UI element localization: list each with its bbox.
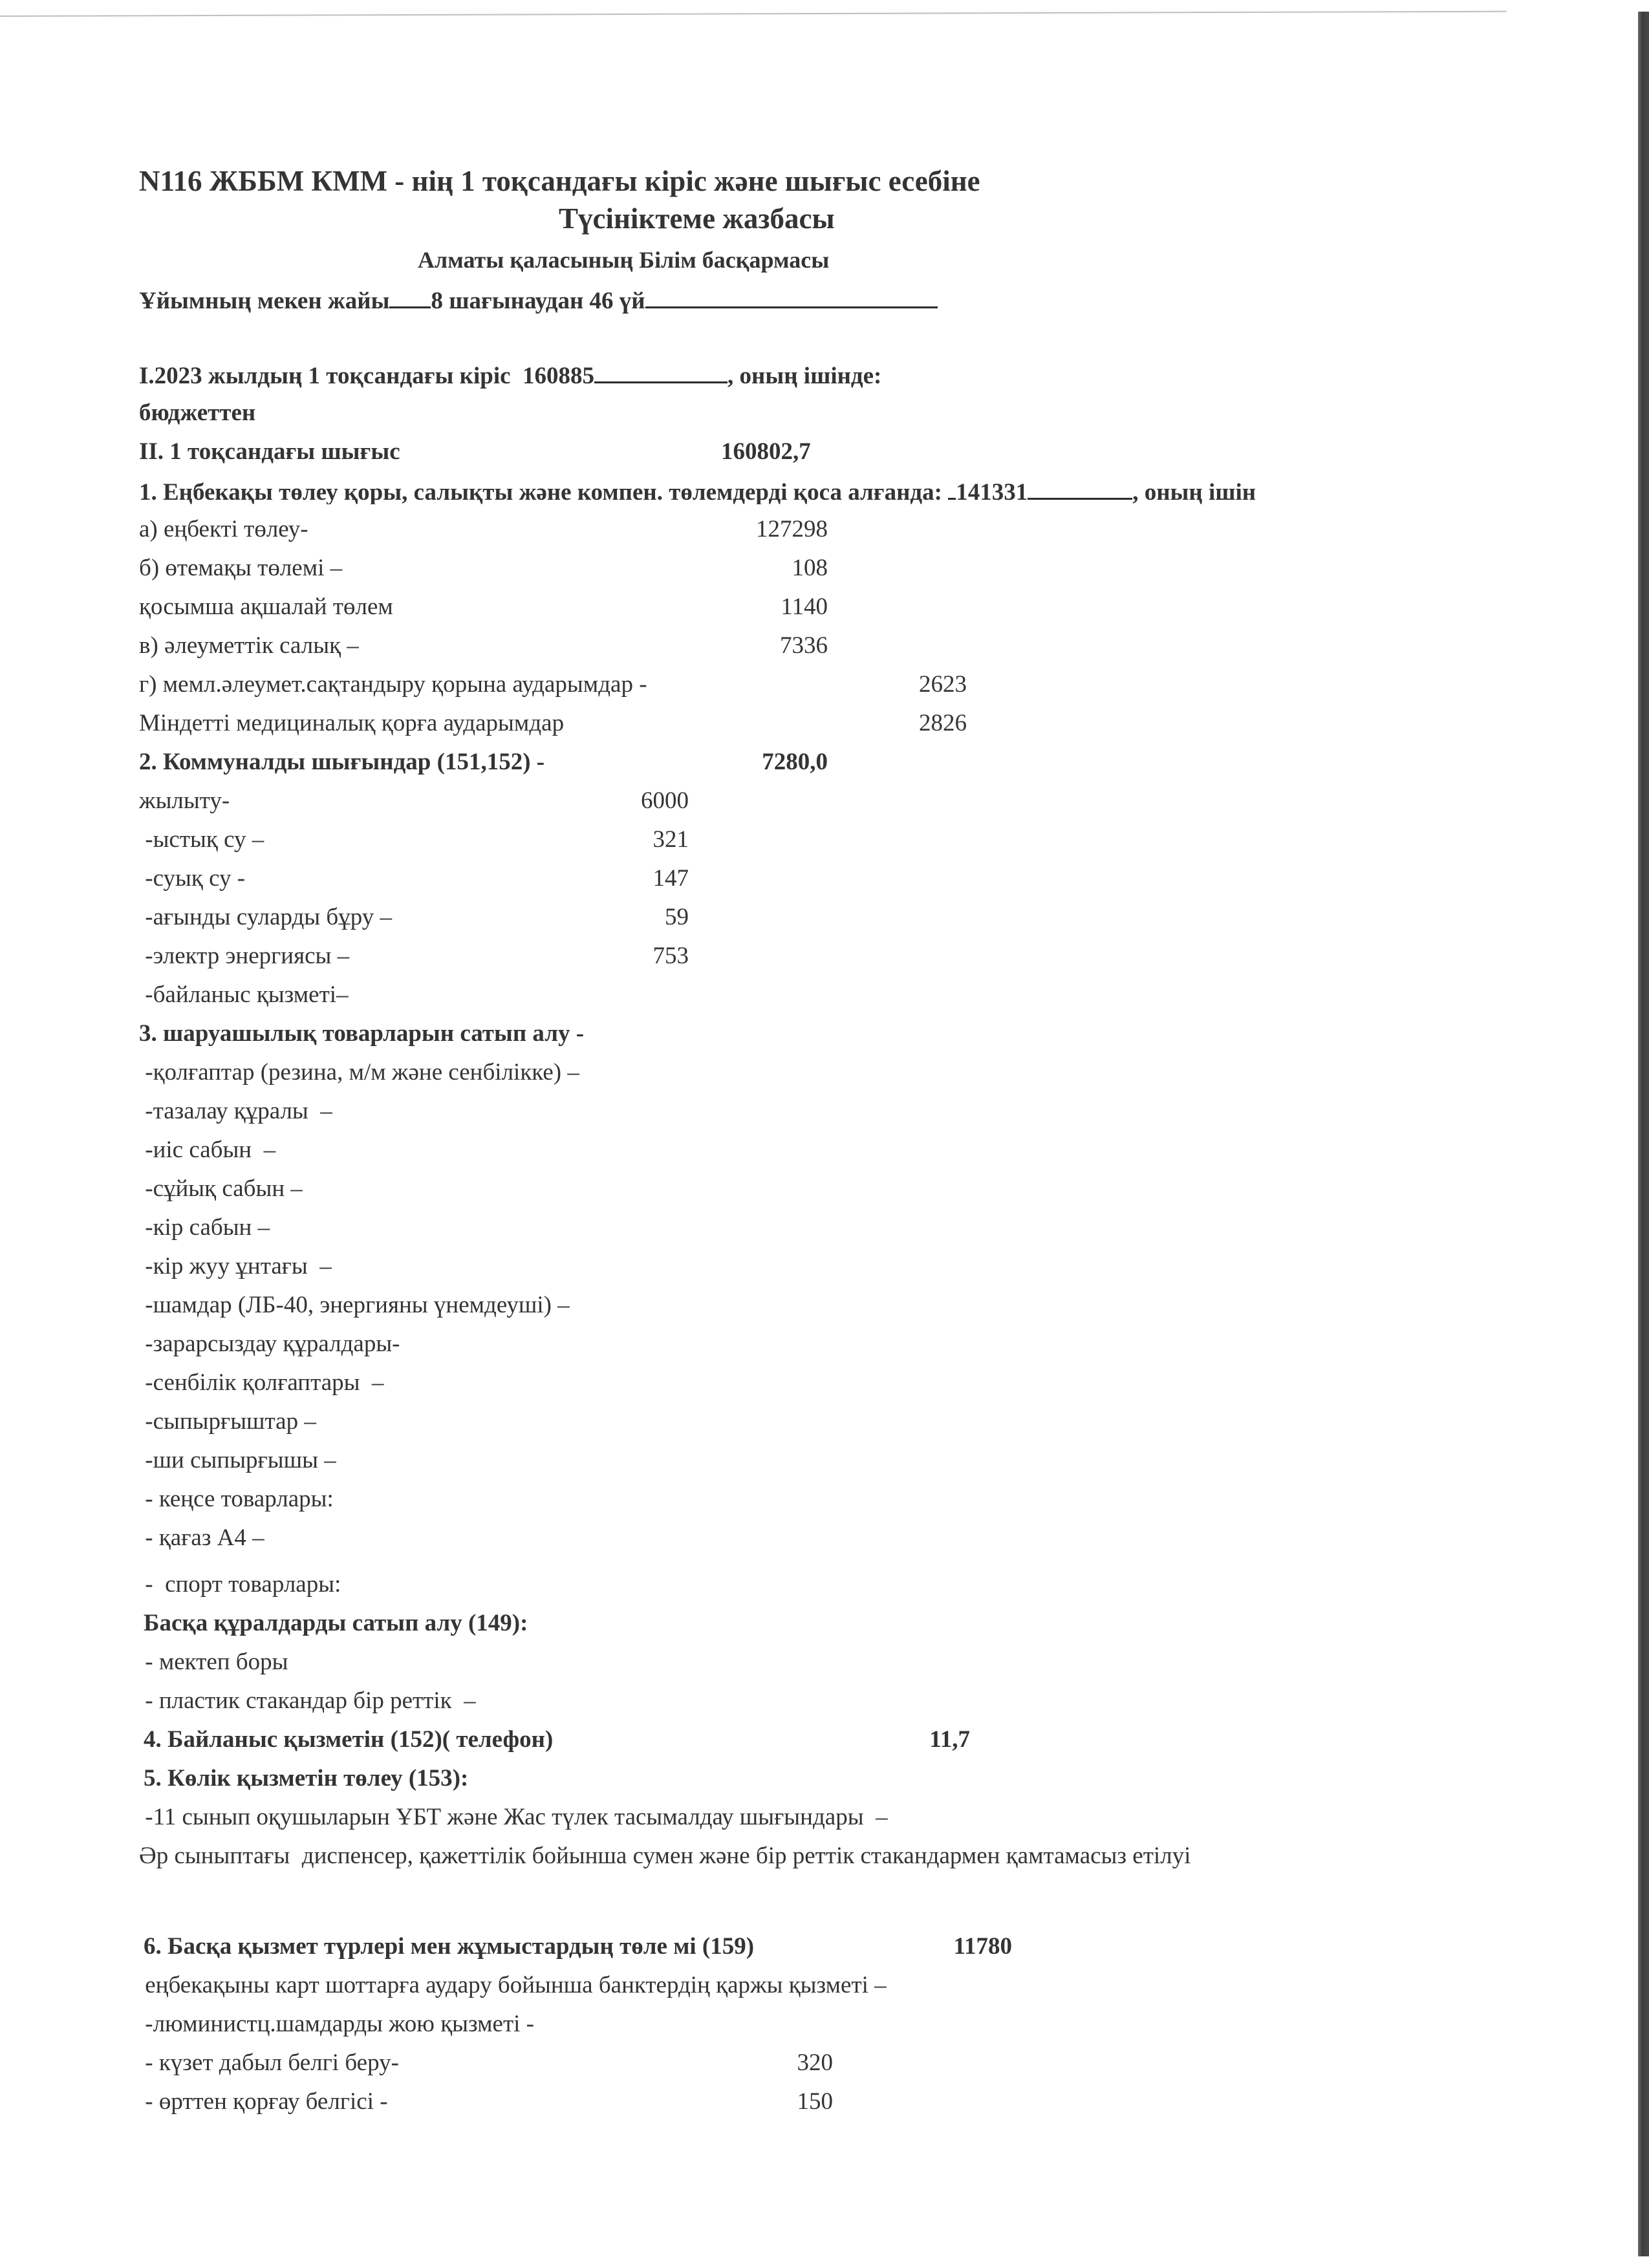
section1-suffix: , оның ішін: [1132, 479, 1256, 504]
section1-item-value: 7336: [780, 632, 828, 659]
section6-heading: 6. Басқа қызмет түрлері мен жұмыстардың төле мі (159): [144, 1933, 755, 1960]
underline: [948, 478, 956, 500]
section4-heading: 4. Байланыс қызметін (152)( телефон): [144, 1726, 554, 1753]
section3-item: -кір жуу ұнтағы –: [139, 1253, 332, 1279]
section6-item-label: - өрттен қорғау белгісі -: [139, 2088, 388, 2115]
section3-item: -сенбілік қолғаптары –: [139, 1369, 384, 1396]
section6-item-label: еңбекақыны карт шоттарға аудару бойынша банктердің қаржы қызметі –: [139, 1972, 887, 1998]
section1-heading-line: [139, 478, 1387, 504]
section2-item-label: -ыстық су –: [139, 826, 264, 853]
underline: [594, 362, 727, 383]
section6-item-value: 320: [797, 2049, 833, 2076]
section3-item: -сыпырғыштар –: [139, 1408, 316, 1435]
section6-item-label: -люминистц.шамдарды жою қызметі -: [139, 2011, 534, 2037]
section1-item-value: 108: [792, 555, 828, 581]
income-value: 160885: [523, 363, 595, 389]
section2-item-value: 147: [652, 865, 689, 892]
section2-item-value: 59: [665, 904, 689, 930]
section1-item-label: г) мемл.әлеумет.сақтандыру қорына аударымдар -: [139, 671, 647, 698]
section6-item-value: 150: [797, 2088, 833, 2115]
section1-heading: 1. Еңбекақы төлеу қоры, салықты және компен. төлемдерді қоса алғанда:: [139, 479, 942, 504]
section6-item-label: - күзет дабыл белгі беру-: [139, 2049, 399, 2076]
section3-heading: 3. шаруашылық товарларын сатып алу -: [139, 1020, 585, 1047]
section3-item: - спорт товарлары:: [139, 1571, 341, 1598]
section3-item: -иіс сабын –: [139, 1137, 276, 1163]
document-title: N116 ЖББМ КММ - нің 1 тоқсандағы кіріс және шығыс есебіне: [139, 165, 980, 197]
section3-item: -қолғаптар (резина, м/м және сенбілікке) –: [139, 1059, 579, 1086]
address-label: Ұйымның мекен жайы: [139, 288, 390, 314]
section3-item: -кір сабын –: [139, 1214, 270, 1241]
section1-item-label: қосымша ақшалай төлем: [139, 594, 393, 620]
scan-edge-border: [1638, 12, 1649, 2256]
section3-item: -сұйық сабын –: [139, 1175, 303, 1202]
section2-item-label: -байланыс қызметі–: [139, 981, 349, 1008]
section1-item-value: 127298: [756, 516, 828, 542]
section2-item-label: жылыту-: [139, 787, 230, 814]
section3-item: - қағаз А4 –: [139, 1524, 264, 1551]
section2-item-label: -электр энергиясы –: [139, 943, 350, 969]
section2-item-label: -суық су -: [139, 865, 246, 892]
income-source: бюджеттен: [139, 400, 256, 426]
address-value: 8 шағынаудан 46 үй: [431, 288, 645, 314]
income-line: [139, 362, 881, 388]
section2-value: 7280,0: [762, 749, 828, 775]
other-purchases-heading: Басқа құралдарды сатып алу (149):: [144, 1610, 528, 1636]
section2-heading: 2. Коммуналды шығындар (151,152) -: [139, 749, 545, 775]
scan-edge-line: [0, 11, 1507, 17]
section5-item: Әр сыныптағы диспенсер, қажеттілік бойынша сумен және бір реттік стакандармен қамтамасыз етілуі: [139, 1843, 1191, 1869]
section6-value: 11780: [953, 1933, 1012, 1960]
organization-name: Алматы қаласының Білім басқармасы: [418, 247, 830, 273]
section5-heading: 5. Көлік қызметін төлеу (153):: [144, 1765, 469, 1792]
underline: [1028, 478, 1132, 500]
section3-item: -зарарсыздау құралдары-: [139, 1331, 400, 1357]
address-line: [139, 287, 938, 313]
section3-item: -тазалау құралы –: [139, 1098, 332, 1124]
section5-item: -11 сынып оқушыларын ҰБТ және Жас түлек тасымалдау шығындары –: [139, 1804, 888, 1830]
income-label: I.2023 жылдың 1 тоқсандағы кіріс: [139, 363, 511, 389]
section1-value: 141331: [956, 479, 1028, 504]
section1-item-value: 1140: [781, 594, 828, 620]
section3-item: - кеңсе товарлары:: [139, 1486, 334, 1512]
document-subtitle: Түсініктеме жазбасы: [559, 202, 835, 235]
underline: [389, 287, 431, 308]
section1-item-label: Міндетті медициналық қорға аударымдар: [139, 710, 565, 736]
underline: [645, 287, 938, 308]
section1-item-value: 2623: [919, 671, 967, 698]
expense-label: II. 1 тоқсандағы шығыс: [139, 438, 400, 465]
section1-item-label: в) әлеуметтік салық –: [139, 632, 359, 659]
section1-item-value: 2826: [919, 710, 967, 736]
income-suffix: , оның ішінде:: [727, 363, 882, 389]
section1-item-label: б) өтемақы төлемі –: [139, 555, 343, 581]
section4-value: 11,7: [929, 1726, 970, 1753]
expense-value: 160802,7: [721, 438, 811, 465]
section2-item-value: 753: [652, 943, 689, 969]
section2-item-label: -ағынды суларды бұру –: [139, 904, 392, 930]
section1-item-label: а) еңбекті төлеу-: [139, 516, 308, 542]
other-purchases-item: - пластик стакандар бір реттік –: [139, 1687, 476, 1714]
section2-item-value: 6000: [641, 787, 689, 814]
section3-item: -ши сыпырғышы –: [139, 1447, 336, 1473]
section2-item-value: 321: [652, 826, 689, 853]
other-purchases-item: - мектеп боры: [139, 1649, 288, 1675]
section3-item: -шамдар (ЛБ-40, энергияны үнемдеуші) –: [139, 1292, 570, 1318]
